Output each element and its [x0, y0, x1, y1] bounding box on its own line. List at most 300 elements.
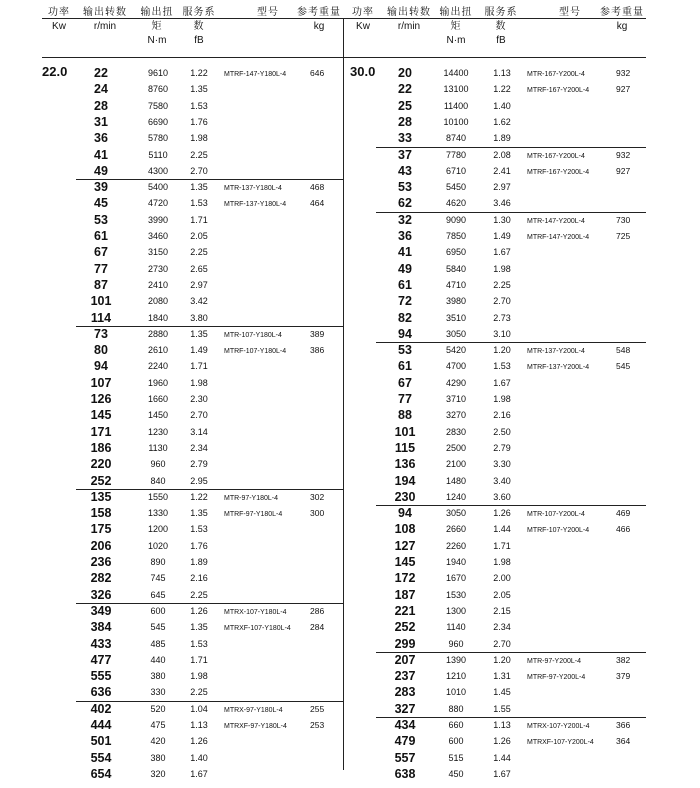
output-torque: 5110: [148, 149, 168, 160]
output-torque: 1450: [147, 410, 169, 421]
header-unit: kg: [616, 21, 628, 32]
model-number: MTRXF-107-Y180L-4: [224, 623, 291, 633]
model-number: MTRF-147-Y200L-4: [527, 232, 590, 241]
output-torque: 890: [150, 557, 166, 567]
service-factor: 1.26: [190, 736, 208, 747]
reference-weight: 646: [310, 68, 325, 78]
output-speed: 88: [398, 408, 412, 423]
model-number: MTR-137-Y200L-4: [527, 346, 585, 356]
model-number: MTRF-137-Y180L-4: [224, 199, 287, 209]
output-speed: 555: [90, 669, 112, 684]
header-unit: Kw: [356, 21, 370, 32]
output-torque: 450: [448, 768, 464, 779]
output-torque: 4720: [147, 198, 169, 209]
output-speed: 115: [394, 440, 416, 455]
header-label: 参考重量: [297, 7, 341, 18]
output-speed: 221: [394, 603, 416, 618]
output-speed: 62: [398, 196, 412, 211]
output-torque: 2660: [445, 524, 467, 535]
output-speed: 67: [398, 375, 412, 390]
output-speed: 175: [90, 522, 112, 537]
output-speed: 145: [394, 555, 416, 569]
output-torque: 880: [448, 703, 464, 714]
service-factor: 2.50: [493, 426, 511, 437]
reference-weight: 366: [616, 720, 631, 730]
output-speed: 326: [90, 587, 112, 602]
service-factor: 1.71: [190, 654, 208, 665]
service-factor: 1.49: [493, 231, 511, 241]
output-torque: 1940: [445, 557, 467, 567]
service-factor: 2.34: [190, 442, 208, 453]
service-factor: 1.76: [190, 116, 208, 127]
service-factor: 2.97: [493, 182, 511, 193]
output-speed: 501: [90, 734, 112, 749]
output-torque: 475: [150, 720, 166, 730]
output-torque: 440: [150, 654, 166, 665]
service-factor: 1.35: [190, 182, 208, 193]
output-torque: 1230: [147, 426, 169, 437]
output-speed: 101: [394, 424, 416, 439]
output-torque: 5400: [147, 182, 169, 193]
output-torque: 660: [448, 720, 464, 730]
output-speed: 67: [94, 245, 108, 260]
output-torque: 380: [150, 752, 166, 763]
output-speed: 32: [398, 212, 412, 227]
output-speed: 206: [90, 538, 112, 553]
service-factor: 1.98: [190, 671, 208, 682]
output-torque: 1480: [445, 475, 467, 486]
power-value: 30.0: [350, 64, 376, 79]
output-torque: 3150: [147, 247, 169, 258]
service-factor: 1.31: [493, 671, 511, 682]
column-header: [482, 6, 520, 48]
service-factor: 1.20: [493, 345, 511, 356]
reference-weight: 548: [616, 345, 631, 356]
output-speed: 136: [394, 457, 416, 472]
output-torque: 1140: [446, 622, 466, 633]
service-factor: 1.44: [493, 524, 511, 535]
service-factor: 2.70: [190, 165, 208, 176]
reference-weight: 302: [310, 491, 325, 502]
model-number: MTR-107-Y200L-4: [527, 509, 585, 519]
service-factor: 1.55: [493, 703, 511, 714]
header-unit: r/min: [93, 21, 117, 32]
service-factor: 1.67: [493, 768, 511, 779]
output-torque: 960: [150, 459, 166, 470]
service-factor: 1.98: [190, 133, 208, 144]
output-speed: 145: [90, 408, 112, 423]
output-speed: 43: [398, 163, 412, 178]
output-torque: 420: [150, 736, 166, 747]
service-factor: 1.04: [190, 703, 208, 714]
output-speed: 49: [398, 261, 412, 276]
service-factor: 1.35: [190, 84, 208, 95]
output-speed: 384: [90, 620, 112, 635]
output-speed: 73: [94, 326, 108, 341]
reference-weight: 386: [310, 345, 325, 356]
reference-weight: 255: [310, 703, 325, 714]
output-torque: 3050: [445, 328, 467, 339]
output-torque: 745: [150, 573, 166, 584]
output-speed: 28: [398, 114, 412, 129]
service-factor: 1.45: [493, 687, 511, 698]
column-header: [384, 6, 434, 34]
output-torque: 7780: [445, 149, 467, 160]
header-label: 参考重量: [600, 7, 644, 18]
reference-weight: 382: [616, 654, 631, 665]
reference-weight: 469: [616, 508, 631, 519]
output-speed: 187: [394, 587, 416, 602]
output-torque: 11400: [443, 100, 469, 111]
output-torque: 5420: [445, 345, 467, 356]
output-speed: 22: [398, 82, 412, 97]
output-speed: 477: [90, 652, 112, 667]
service-factor: 1.98: [493, 263, 511, 274]
service-factor: 1.71: [493, 540, 511, 551]
model-number: MTRF-167-Y200L-4: [527, 166, 590, 176]
output-torque: 13100: [443, 84, 469, 95]
model-number: MTRX-107-Y200L-4: [527, 721, 590, 730]
output-speed: 94: [94, 359, 108, 374]
output-speed: 114: [90, 310, 112, 325]
service-factor: 2.16: [190, 573, 208, 584]
output-speed: 41: [94, 147, 108, 162]
header-label: 输出扭矩: [439, 7, 473, 32]
output-speed: 434: [394, 718, 416, 732]
output-torque: 600: [150, 605, 166, 616]
model-number: MTR-97-Y180L-4: [224, 492, 278, 502]
model-number: MTRF-107-Y200L-4: [527, 525, 590, 535]
output-torque: 8740: [445, 133, 467, 144]
service-factor: 2.25: [190, 687, 208, 698]
service-factor: 2.79: [493, 442, 511, 453]
service-factor: 2.25: [493, 279, 511, 290]
output-speed: 252: [394, 620, 416, 635]
output-torque: 7580: [147, 100, 169, 111]
output-torque: 1210: [445, 671, 467, 682]
service-factor: 1.53: [190, 100, 208, 111]
output-torque: 3050: [445, 508, 467, 519]
output-torque: 2260: [445, 540, 467, 551]
output-torque: 5450: [445, 182, 467, 193]
service-factor: 1.53: [190, 198, 208, 209]
output-speed: 349: [90, 603, 112, 618]
output-torque: 2080: [147, 296, 169, 307]
service-factor: 1.26: [493, 508, 511, 519]
model-number: MTRF-97-Y200L-4: [527, 672, 586, 682]
output-torque: 2240: [147, 361, 169, 372]
service-factor: 2.15: [493, 605, 511, 616]
output-speed: 299: [394, 636, 416, 651]
service-factor: 1.13: [190, 720, 208, 730]
service-factor: 2.16: [493, 410, 511, 421]
model-number: MTRXF-107-Y200L-4: [527, 737, 594, 747]
output-torque: 2830: [445, 426, 467, 437]
output-speed: 230: [394, 489, 416, 504]
header-label: 输出转数: [387, 7, 431, 18]
output-speed: 94: [398, 326, 412, 341]
service-factor: 1.35: [190, 622, 208, 633]
service-factor: 1.89: [493, 133, 511, 144]
output-torque: 4300: [147, 165, 169, 176]
service-factor: 2.08: [493, 149, 511, 160]
output-speed: 82: [398, 310, 412, 325]
output-speed: 654: [90, 766, 112, 781]
output-speed: 557: [394, 750, 416, 765]
output-speed: 28: [94, 98, 108, 113]
reference-weight: 730: [616, 214, 631, 225]
service-factor: 2.70: [190, 410, 208, 421]
output-torque: 1960: [147, 377, 169, 388]
service-factor: 1.40: [190, 752, 208, 763]
output-speed: 24: [94, 82, 108, 97]
output-speed: 49: [94, 163, 108, 178]
service-factor: 2.25: [190, 149, 208, 160]
service-factor: 3.42: [190, 296, 208, 307]
service-factor: 1.98: [493, 394, 511, 404]
output-speed: 31: [94, 114, 108, 129]
service-factor: 1.53: [190, 638, 208, 649]
output-speed: 237: [394, 669, 416, 684]
output-speed: 61: [94, 229, 108, 243]
service-factor: 2.00: [493, 573, 511, 584]
output-speed: 172: [394, 571, 416, 586]
output-speed: 22: [94, 66, 108, 80]
column-header: [46, 6, 72, 34]
model-number: MTRF-97-Y180L-4: [224, 509, 283, 519]
output-speed: 53: [398, 180, 412, 195]
output-speed: 194: [394, 473, 416, 488]
output-torque: 545: [150, 622, 166, 633]
service-factor: 2.34: [493, 622, 511, 633]
model-number: MTRXF-97-Y180L-4: [224, 721, 287, 730]
header-label: 功率: [352, 7, 374, 18]
output-torque: 8760: [147, 84, 169, 95]
header-label: 服务系数: [484, 7, 518, 32]
reference-weight: 253: [310, 720, 325, 730]
output-speed: 36: [94, 131, 108, 146]
service-factor: 1.53: [493, 361, 511, 372]
service-factor: 1.67: [190, 768, 208, 779]
output-torque: 1840: [147, 312, 169, 323]
service-factor: 1.98: [190, 377, 208, 388]
service-factor: 1.22: [190, 491, 208, 502]
service-factor: 2.25: [190, 589, 208, 600]
output-torque: 1390: [445, 654, 467, 665]
output-speed: 33: [398, 131, 412, 146]
output-speed: 25: [398, 98, 412, 113]
output-speed: 186: [90, 440, 112, 455]
service-factor: 1.22: [190, 68, 208, 78]
output-speed: 636: [90, 685, 112, 700]
output-torque: 1530: [445, 589, 467, 600]
service-factor: 1.13: [493, 720, 511, 730]
output-speed: 61: [398, 359, 412, 374]
output-torque: 320: [150, 768, 166, 779]
output-torque: 3980: [445, 296, 467, 307]
output-torque: 3710: [445, 394, 467, 404]
output-torque: 6690: [147, 116, 169, 127]
output-torque: 1660: [147, 394, 169, 404]
output-torque: 2880: [147, 328, 169, 339]
reference-weight: 468: [310, 182, 325, 193]
output-speed: 554: [90, 750, 112, 765]
output-torque: 840: [150, 475, 166, 486]
service-factor: 1.22: [493, 84, 511, 95]
output-speed: 108: [394, 522, 416, 537]
header-label: 型号: [559, 7, 581, 18]
output-torque: 485: [150, 638, 166, 649]
model-number: MTR-137-Y180L-4: [224, 183, 282, 193]
service-factor: 2.73: [493, 312, 511, 323]
output-torque: 4620: [445, 198, 467, 209]
output-speed: 77: [94, 261, 108, 276]
service-factor: 1.26: [493, 736, 511, 747]
output-torque: 2610: [147, 345, 169, 356]
output-speed: 107: [90, 375, 112, 390]
column-header: [137, 6, 177, 48]
model-number: MTRX-97-Y180L-4: [224, 704, 283, 714]
header-label: 型号: [257, 7, 279, 18]
reference-weight: 464: [310, 198, 325, 209]
header-label: 输出转数: [83, 7, 127, 18]
output-torque: 515: [448, 752, 464, 763]
output-torque: 1130: [148, 442, 168, 453]
model-number: MTRX-107-Y180L-4: [224, 606, 287, 616]
service-factor: 2.97: [190, 279, 208, 290]
output-speed: 135: [90, 489, 112, 504]
service-factor: 1.35: [190, 328, 208, 339]
output-speed: 252: [90, 473, 112, 488]
model-number: MTRF-167-Y200L-4: [527, 85, 590, 95]
output-speed: 87: [94, 277, 108, 292]
service-factor: 3.10: [493, 328, 511, 339]
service-factor: 1.13: [493, 68, 511, 78]
column-header: [297, 6, 341, 34]
output-torque: 14400: [443, 68, 469, 78]
output-torque: 3510: [445, 312, 467, 323]
column-header: [540, 6, 600, 20]
output-torque: 3990: [147, 214, 169, 225]
model-number: MTR-167-Y200L-4: [527, 69, 585, 78]
service-factor: 1.40: [493, 100, 511, 111]
output-torque: 4710: [445, 279, 467, 290]
column-header: [238, 6, 298, 20]
output-speed: 39: [94, 180, 108, 195]
output-torque: 1330: [147, 508, 169, 519]
reference-weight: 927: [616, 165, 631, 176]
output-speed: 207: [394, 652, 416, 667]
header-rule: [42, 57, 646, 58]
column-header: [180, 6, 218, 48]
output-speed: 171: [90, 424, 112, 439]
header-unit: fB: [496, 35, 506, 46]
column-header: [80, 6, 130, 34]
output-speed: 283: [394, 685, 416, 700]
output-speed: 638: [394, 766, 416, 781]
output-torque: 1300: [445, 605, 467, 616]
output-speed: 45: [94, 196, 108, 211]
output-speed: 20: [398, 66, 412, 80]
reference-weight: 389: [310, 328, 325, 339]
service-factor: 1.49: [190, 345, 208, 356]
reference-weight: 364: [616, 736, 631, 747]
header-unit: r/min: [397, 21, 421, 32]
output-torque: 2100: [445, 459, 467, 470]
output-torque: 2500: [445, 442, 467, 453]
output-torque: 3270: [445, 410, 467, 421]
service-factor: 2.05: [190, 231, 208, 241]
model-number: MTR-107-Y180L-4: [224, 329, 282, 339]
service-factor: 2.70: [493, 296, 511, 307]
reference-weight: 932: [616, 149, 631, 160]
output-speed: 80: [94, 343, 108, 358]
service-factor: 1.71: [190, 361, 208, 372]
service-factor: 1.89: [190, 557, 208, 567]
service-factor: 2.95: [190, 475, 208, 486]
output-torque: 520: [150, 703, 166, 714]
output-torque: 5780: [147, 133, 169, 144]
output-speed: 282: [90, 571, 112, 586]
output-torque: 9090: [445, 214, 467, 225]
output-speed: 220: [90, 457, 112, 472]
service-factor: 2.25: [190, 247, 208, 258]
header-unit: N·m: [446, 35, 466, 46]
header-label: 服务系数: [182, 7, 216, 32]
output-torque: 1550: [147, 491, 169, 502]
model-number: MTR-167-Y200L-4: [527, 150, 585, 160]
service-factor: 3.80: [190, 312, 208, 323]
output-speed: 37: [398, 147, 412, 162]
reference-weight: 466: [616, 524, 631, 535]
reference-weight: 927: [616, 84, 631, 95]
service-factor: 1.76: [190, 540, 208, 551]
header-unit: kg: [313, 21, 325, 32]
output-torque: 5840: [445, 263, 467, 274]
reference-weight: 545: [616, 361, 631, 372]
output-speed: 479: [394, 734, 416, 749]
service-factor: 1.53: [190, 524, 208, 535]
header-label: 输出扭矩: [140, 7, 174, 32]
service-factor: 1.71: [190, 214, 208, 225]
service-factor: 2.65: [190, 263, 208, 274]
reference-weight: 300: [310, 508, 325, 519]
model-number: MTR-147-Y200L-4: [527, 215, 585, 225]
output-torque: 1670: [445, 573, 467, 584]
column-header: [600, 6, 644, 34]
output-torque: 2410: [147, 279, 169, 290]
output-torque: 4700: [445, 361, 467, 372]
output-torque: 7850: [445, 231, 467, 241]
output-speed: 236: [90, 555, 112, 569]
service-factor: 2.30: [190, 394, 208, 404]
output-speed: 158: [90, 506, 112, 521]
service-factor: 2.70: [493, 638, 511, 649]
output-torque: 645: [150, 589, 166, 600]
output-torque: 1010: [445, 687, 467, 698]
column-header: [436, 6, 476, 48]
output-torque: 9610: [147, 68, 169, 78]
service-factor: 1.98: [493, 557, 511, 567]
service-factor: 1.67: [493, 377, 511, 388]
output-speed: 327: [394, 701, 416, 716]
output-speed: 402: [90, 701, 112, 716]
reference-weight: 286: [310, 605, 325, 616]
output-torque: 3460: [147, 231, 169, 241]
reference-weight: 725: [616, 231, 631, 241]
header-unit: Kw: [52, 21, 66, 32]
model-number: MTRF-147-Y180L-4: [224, 69, 287, 78]
